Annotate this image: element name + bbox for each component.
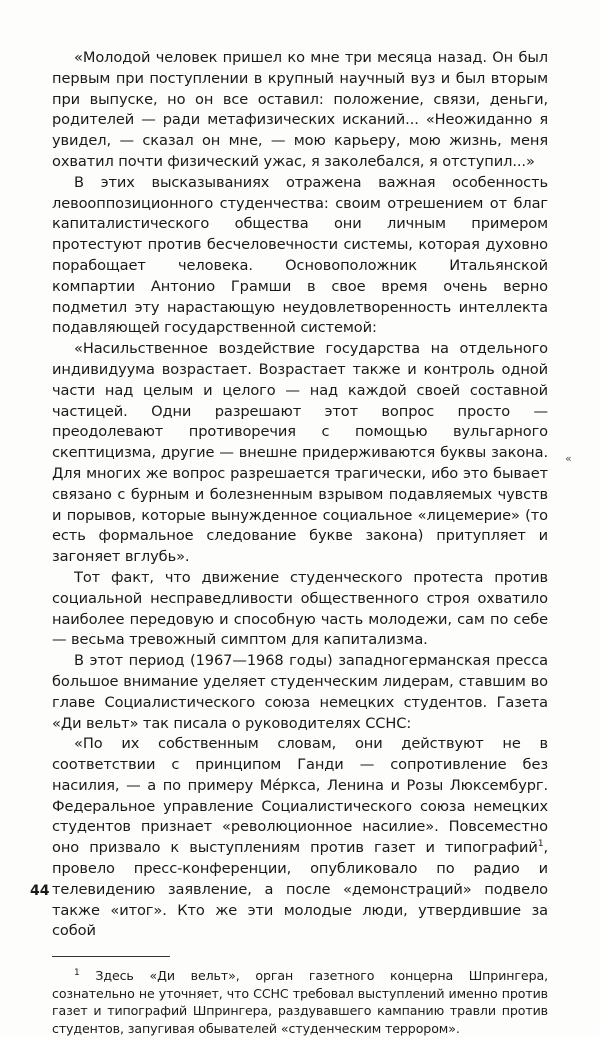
paragraph-die-welt-quote xyxy=(52,734,548,942)
paragraph-student-protest: Тот факт, что движение студенческого протеста против социальной несправедливости общественного строя охватило наиболее передовую и способную часть молодежи, сам по себе — весьма тревожный симптом для капитализма. xyxy=(52,568,548,649)
page-number: 44 xyxy=(30,883,50,899)
margin-mark: « xyxy=(565,452,572,465)
footnote-text xyxy=(52,967,548,1037)
footnote-body: Здесь «Ди вельт», орган газетного концерна Шпрингера, сознательно не уточняет, что ССНС требовал выступлений именно против газет и типографий Шпрингера, раздувавшего кампанию травли против студентов, запугивая обывателей «студенческим террором». xyxy=(52,968,548,1036)
quote-text-before-note: «По их собственным словам, они действуют не в соответствии с принципом Ганди — сопротивление без насилия, — а по примеру Мéркса, Ленина и Розы Люксембург. Федеральное управление Социалистического союза немецких студентов признает «революционное насилие». Повсеместно оно призвало к выступлениям против газет и типографий xyxy=(52,735,548,857)
paragraph-press-1967: В этот период (1967—1968 годы) западногерманская пресса большое внимание уделяет студенческим лидерам, ставшим во главе Социалистического союза немецких студентов. Газета «Ди вельт» так писала о руководителях ССНС: xyxy=(52,652,548,732)
footnote-divider xyxy=(52,956,170,957)
main-text xyxy=(52,48,548,1037)
footnote-reference[interactable]: 1 xyxy=(537,839,544,850)
paragraph-quote-young-man: «Молодой человек пришел ко мне три месяца назад. Он был первым при поступлении в крупный научный вуз и был вторым при выпуске, но он все оставил: положение, связи, деньги, родителей — ради метафизических исканий... «Неожиданно я увидел, — сказал он мне, — мою карьеру, мою жизнь, меня охватил почти физический ужас, я заколебался, я отступил...» xyxy=(52,49,548,170)
quote-text-after-note: , провело пресс-конференции, опубликовало по радио и телевидению заявление, а после «демонстраций» подвело также «итог». Кто же эти молодые люди, утвердившие за собой xyxy=(52,839,548,940)
footnote-number: 1 xyxy=(74,968,80,979)
paragraph-gramsci-quote: «Насильственное воздействие государства на отдельного индивидуума возрастает. Возрастает также и контроль одной части над целым и целого — над каждой своей составной частицей. Одни разрешают этот вопрос просто — преодолевают противоречия с помощью вульгарного скептицизма, другие — внешне придерживаются буквы закона. Для многих же вопрос разрешается трагически, ибо это бывает связано с бурным и болезненным взрывом подавляемых чувств и порывов, которые вынужденное социальное «лицемерие» (то есть формальное следование букве закона) притупляет и загоняет вглубь». xyxy=(52,340,548,566)
paragraph-student-opposition: В этих высказываниях отражена важная особенность левооппозиционного студенчества: своим отрешением от благ капиталистического общества они личным примером протестуют против бесчеловечности системы, которая духовно порабощает человека. Основоположник Итальянской компартии Антонио Грамши в свое время очень верно подметил эту нарастающую неудовлетворенность интеллекта подавляющей государственной системой: xyxy=(52,173,548,337)
footnote xyxy=(52,967,548,1037)
